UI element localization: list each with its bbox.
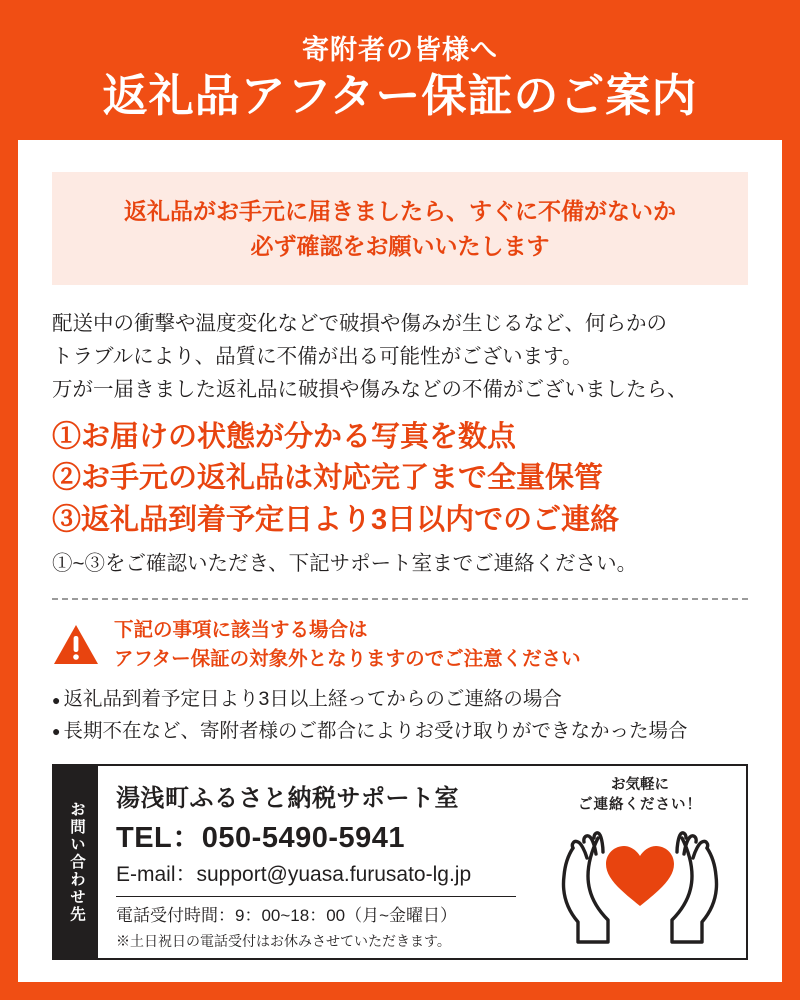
exclusion-item-1-label: 返礼品到着予定日より3日以上経ってからのご連絡の場合 <box>63 688 562 711</box>
content-card <box>18 140 782 982</box>
exclusion-item-1 <box>52 684 748 716</box>
warning-line-2: アフター保証の対象外となりますのでご注意ください <box>114 648 581 671</box>
bullet-dot-icon: ● <box>52 723 61 740</box>
contact-organization: 湯浅町ふるさと納税サポート室 <box>116 785 459 812</box>
illustration-caption-line-1: お気軽に <box>611 777 669 793</box>
header <box>0 0 800 140</box>
point-item-3: ③返礼品到着予定日より3日以内でのご連絡 <box>52 503 620 536</box>
warning-triangle-icon <box>52 623 100 667</box>
bullet-dot-icon: ● <box>52 691 61 708</box>
notice-line-2: 必ず確認をお願いいたします <box>250 232 550 259</box>
exclusion-item-2-label: 長期不在など、寄附者様のご都合によりお受け取りができなかった場合 <box>63 719 688 742</box>
notice-banner <box>52 172 748 285</box>
illustration-caption-line-2: ご連絡ください！ <box>578 796 702 813</box>
intro-paragraph <box>52 307 748 407</box>
point-item-2: ②お手元の返礼品は対応完了まで全量保管 <box>52 462 604 495</box>
warning-block <box>52 616 748 675</box>
contact-phone[interactable]: TEL：050-5490-5941 <box>116 822 405 854</box>
intro-line-3: 万が一届きました返礼品に破損や傷みなどの不備がございましたら、 <box>52 378 688 402</box>
notice-line-1: 返礼品がお手元に届きましたら、すぐに不備がないか <box>124 198 676 224</box>
page-title: 返礼品アフター保証のご案内 <box>102 69 698 121</box>
contact-side-label: お問い合わせ先 <box>54 766 98 958</box>
warning-line-1: 下記の事項に該当する場合は <box>114 618 368 641</box>
contact-hours: 電話受付時間：9：00~18：00（月~金曜日） <box>116 906 458 925</box>
exclusion-list <box>52 684 748 747</box>
closing-text: ①~③をご確認いただき、下記サポート室までご連絡ください。 <box>52 552 638 576</box>
contact-divider <box>116 896 516 897</box>
hands-with-heart-icon <box>540 770 740 952</box>
intro-line-1: 配送中の衝撃や温度変化などで破損や傷みが生じるなど、何らかの <box>52 312 667 335</box>
contact-note: ※土日祝日の電話受付はお休みさせていただきます。 <box>116 932 451 949</box>
warning-text <box>114 616 581 675</box>
intro-line-2: トラブルにより、品質に不備が出る可能性がございます。 <box>52 345 583 369</box>
exclusion-item-2 <box>52 716 748 748</box>
contact-details <box>98 766 746 958</box>
point-item-1: ①お届けの状態が分かる写真を数点 <box>52 420 517 453</box>
header-subtitle: 寄附者の皆様へ <box>302 34 498 65</box>
contact-email[interactable]: E-mail：support@yuasa.furusato-lg.jp <box>116 863 472 886</box>
dashed-divider <box>52 598 748 600</box>
contact-box <box>52 764 748 960</box>
points-list <box>52 417 748 541</box>
